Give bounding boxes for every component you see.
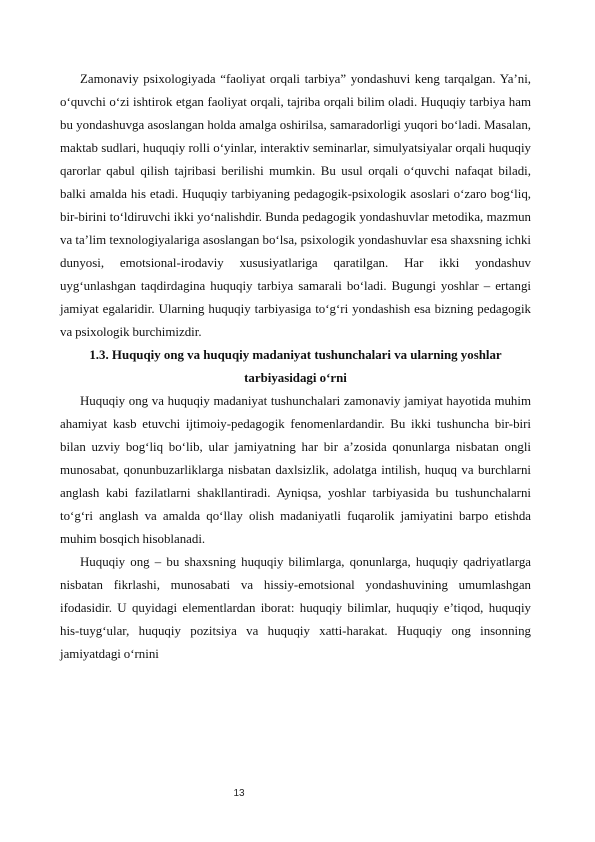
paragraph-huquqiy-ong-madaniyat: Huquqiy ong va huquqiy madaniyat tushunchalari zamonaviy jamiyat hayotida muhim ahamiyat kasb etuvchi ijtimoiy-pedagogik fenomenlardandir. Bu ikki tushuncha bir-biri bilan uzviy bog‘liq bo‘lib, ular jamiyatning har bir a’zosida qonunlarga nisbatan ongli munosabat, qonunbuzarliklarga nisbatan daxlsizlik, adolatga intilish, huquq va burchlarni anglash kabi fazilatlarni shakllantiradi. Ayniqsa, yoshlar tarbiyasida bu tushunchalarni to‘g‘ri anglash va amalda qo‘llay olish madaniyatli fuqarolik jamiyatini barpo etishda muhim bosqich hisoblanadi. bbox=[60, 394, 531, 546]
section-heading: 1.3. Huquqiy ong va huquqiy madaniyat tushunchalari va ularning yoshlar tarbiyasidagi o‘rni bbox=[89, 348, 502, 385]
document-page bbox=[60, 68, 531, 666]
paragraph-huquqiy-ong-definition: Huquqiy ong – bu shaxsning huquqiy bilimlarga, qonunlarga, huquqiy qadriyatlarga nisbatan fikrlashi, munosabati va hissiy-emotsional yondashuvining umumlashgan ifodasidir. U quyidagi elementlardan iborat: huquqiy bilimlar, huquqiy e’tiqod, huquqiy his-tuyg‘ular, huquqiy pozitsiya va huquqiy xatti-harakat. Huquqiy ong insonning jamiyatdagi o‘rnini bbox=[60, 555, 531, 661]
paragraph-faoliyat-orqali-tarbiya: Zamonaviy psixologiyada “faoliyat orqali tarbiya” yondashuvi keng tarqalgan. Ya’ni, o‘quvchi o‘zi ishtirok etgan faoliyat orqali, tajriba orqali bilim oladi. Huquqiy tarbiya ham bu yondashuvga asoslangan holda amalga oshirilsa, samaradorligi yuqori bo‘ladi. Masalan, maktab sudlari, huquqiy rolli o‘yinlar, interaktiv seminarlar, simulyatsiyalar orqali huquqiy qarorlar qabul qilish tajribasi berilishi mumkin. Bu usul orqali o‘quvchi nafaqat biladi, balki amalda his etadi. Huquqiy tarbiyaning pedagogik-psixologik asoslari o‘zaro bog‘liq, bir-birini to‘ldiruvchi ikki yo‘nalishdir. Bunda pedagogik yondashuvlar metodika, mazmun va ta’lim texnologiyalariga asoslangan bo‘lsa, psixologik yondashuvlar esa shaxsning ichki dunyosi, emotsional-irodaviy xususiyatlariga qaratilgan. Har ikki yondashuv uyg‘unlashgan taqdirdagina huquqiy tarbiya samarali bo‘ladi. Bugungi yoshlar – ertangi jamiyat egalaridir. Ularning huquqiy tarbiyasiga to‘g‘ri yondashish esa bizning pedagogik va psixologik burchimizdir. bbox=[60, 72, 531, 339]
page-number: 13 bbox=[233, 788, 245, 799]
